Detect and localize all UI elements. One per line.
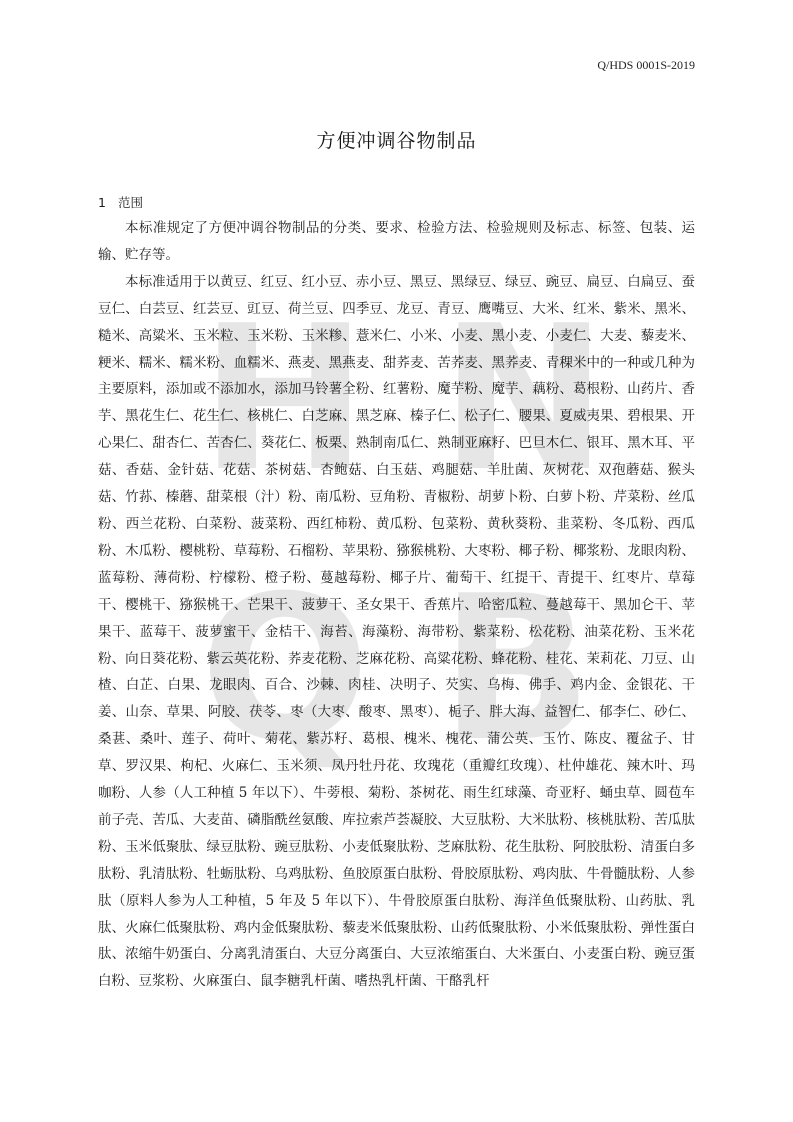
section-body [98,215,695,995]
watermark-letter-b: B [440,553,593,786]
watermark-letter-n: N [440,283,608,516]
watermark-letter-q: Q [200,553,371,786]
paragraph-scope-applicability: 本标准适用于以黄豆、红豆、红小豆、赤小豆、黑豆、黑绿豆、绿豆、豌豆、扁豆、白扁豆、蚕豆仁、白芸豆、红芸豆、豇豆、荷兰豆、四季豆、龙豆、青豆、鹰嘴豆、大米、红米、紫米、黑米、糙米、高粱米、玉米粒、玉米粉、玉米糁、薏米仁、小米、小麦、黑小麦、小麦仁、大麦、藜麦米、粳米、糯米、糯米粉、血糯米、燕麦、黑燕麦、甜荞麦、苦荞麦、黑荞麦、青稞米中的一种或几种为主要原料，添加或不添加水，添加马铃薯全粉、红薯粉、魔芋粉、魔芋、藕粉、葛根粉、山药片、香芋、黑花生仁、花生仁、核桃仁、白芝麻、黑芝麻、榛子仁、松子仁、腰果、夏威夷果、碧根果、开心果仁、甜杏仁、苦杏仁、葵花仁、板栗、熟制南瓜仁、熟制亚麻籽、巴旦木仁、银耳、黑木耳、平菇、香菇、金针菇、花菇、茶树菇、杏鲍菇、白玉菇、鸡腿菇、羊肚菌、灰树花、双孢蘑菇、猴头菇、竹荪、榛蘑、甜菜根（汁）粉、南瓜粉、豆角粉、青椒粉、胡萝卜粉、白萝卜粉、芹菜粉、丝瓜粉、西兰花粉、白菜粉、菠菜粉、西红柿粉、黄瓜粉、包菜粉、黄秋葵粉、韭菜粉、冬瓜粉、西瓜粉、木瓜粉、樱桃粉、草莓粉、石榴粉、苹果粉、猕猴桃粉、大枣粉、椰子粉、椰浆粉、龙眼肉粉、蓝莓粉、薄荷粉、柠檬粉、橙子粉、蔓越莓粉、椰子片、葡萄干、红提干、青提干、红枣片、草莓干、樱桃干、猕猴桃干、芒果干、菠萝干、圣女果干、香蕉片、哈密瓜粒、蔓越莓干、黑加仑干、苹果干、蓝莓干、菠萝蜜干、金桔干、海苔、海藻粉、海带粉、紫菜粉、松花粉、油菜花粉、玉米花粉、向日葵花粉、紫云英花粉、荞麦花粉、芝麻花粉、高粱花粉、蜂花粉、桂花、茉莉花、刀豆、山楂、白芷、白果、龙眼肉、百合、沙棘、肉桂、决明子、芡实、乌梅、佛手、鸡内金、金银花、干姜、山奈、草果、阿胶、茯苓、枣（大枣、酸枣、黑枣）、栀子、胖大海、益智仁、郁李仁、砂仁、桑葚、桑叶、莲子、荷叶、菊花、紫苏籽、葛根、槐米、槐花、蒲公英、玉竹、陈皮、覆盆子、甘草、罗汉果、枸杞、火麻仁、玉米须、凤丹牡丹花、玫瑰花（重瓣红玫瑰）、杜仲雄花、辣木叶、玛咖粉、人参（人工种植 5 年以下）、牛蒡根、菊粉、茶树花、雨生红球藻、奇亚籽、蛹虫草、圆苞车前子壳、苦瓜、大麦苗、磷脂酰丝氨酸、库拉索芦荟凝胶、大豆肽粉、大米肽粉、核桃肽粉、苦瓜肽粉、玉米低聚肽、绿豆肽粉、豌豆肽粉、小麦低聚肽粉、芝麻肽粉、花生肽粉、阿胶肽粉、清蛋白多肽粉、乳清肽粉、牡蛎肽粉、乌鸡肽粉、鱼胶原蛋白肽粉、骨胶原肽粉、鸡肉肽、牛骨髓肽粉、人参肽（原料人参为人工种植，5 年及 5 年以下）、牛骨胶原蛋白肽粉、海洋鱼低聚肽粉、山药肽、乳肽、火麻仁低聚肽粉、鸡内金低聚肽粉、藜麦米低聚肽粉、山药低聚肽粉、小米低聚肽粉、弹性蛋白肽、浓缩牛奶蛋白、分离乳清蛋白、大豆分离蛋白、大豆浓缩蛋白、大米蛋白、小麦蛋白粉、豌豆蛋白粉、豆浆粉、火麻蛋白、鼠李糖乳杆菌、嗜热乳杆菌、干酪乳杆 [98,273,695,990]
paragraph-scope-intro: 本标准规定了方便冲调谷物制品的分类、要求、检验方法、检验规则及标志、标签、包装、运输、贮存等。 [98,220,695,263]
section-heading-text: 范围 [117,195,143,210]
standard-code: Q/HDS 0001S-2019 [597,58,695,72]
section-number: 1 [98,195,106,210]
page-title: 方便冲调谷物制品 [316,130,477,152]
watermark-letter-h: H [200,283,368,516]
section-heading [98,193,143,211]
